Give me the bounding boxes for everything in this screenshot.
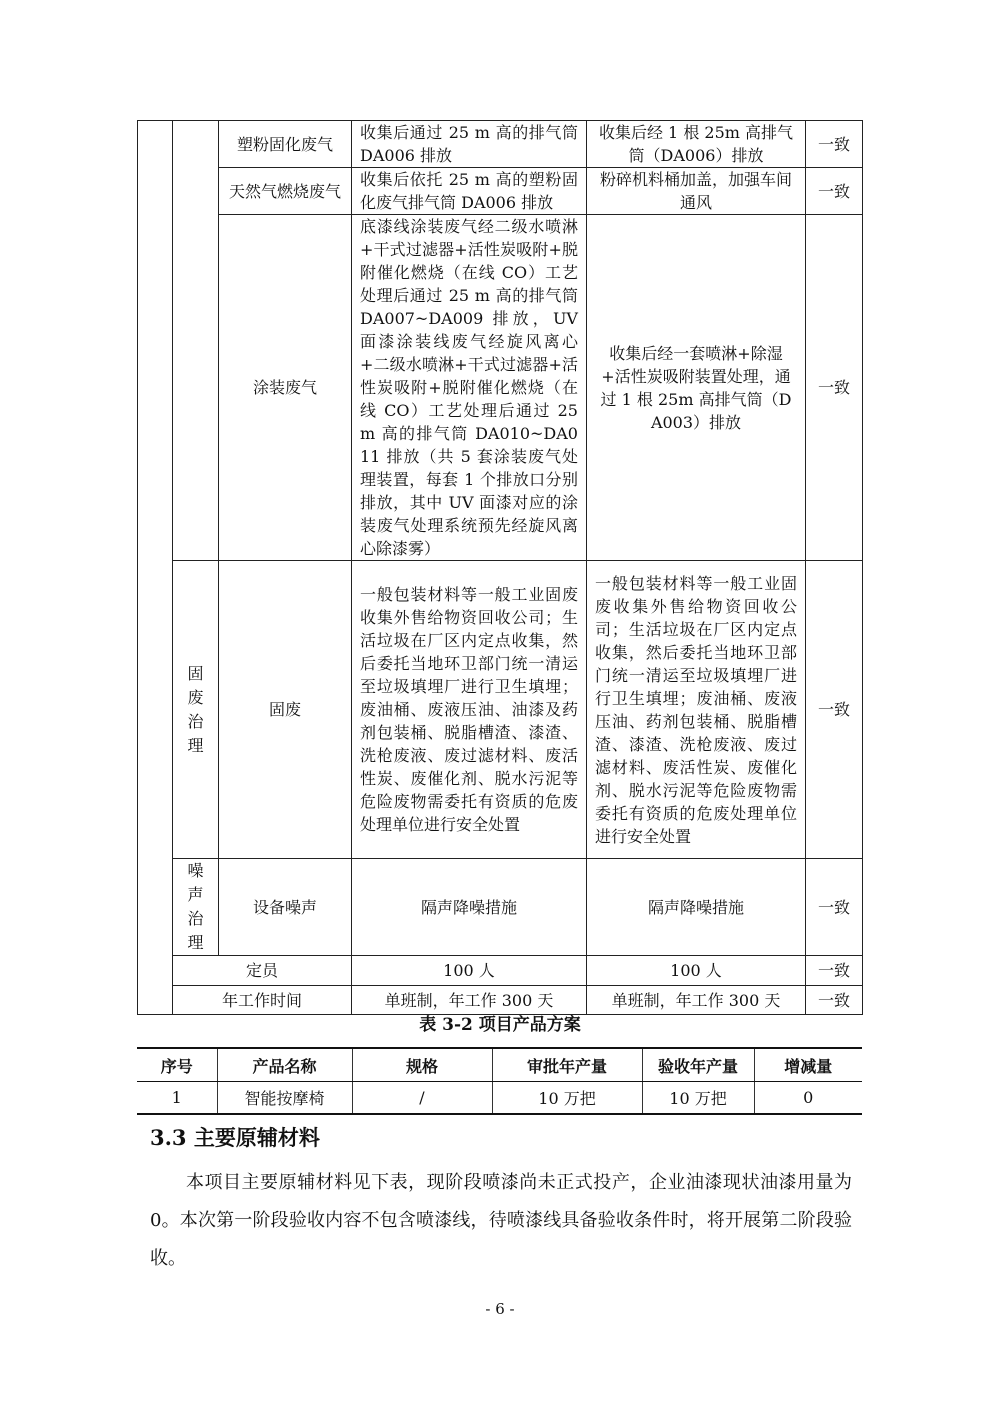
actual-measure-cell: 100 人 [587, 956, 806, 986]
table-row [138, 859, 863, 956]
merged-group-cell [138, 121, 173, 1015]
group-label-solid-waste: 固 废 治 理 [173, 561, 219, 859]
actual-measure-cell: 收集后经 1 根 25m 高排气筒（DA006）排放 [587, 121, 806, 168]
comparison-table [137, 120, 863, 1015]
column-header: 产品名称 [217, 1048, 352, 1082]
table-cell: 智能按摩椅 [217, 1082, 352, 1115]
product-table [137, 1047, 862, 1115]
approved-measure-cell: 一般包装材料等一般工业固废收集外售给物资回收公司；生活垃圾在厂区内定点收集，然后委托当地环卫部门统一清运至垃圾填埋厂进行卫生填埋；废油桶、废液压油、油漆及药剂包装桶、脱脂槽渣、漆渣、洗枪废液、废过滤材料、废活性炭、废催化剂、脱水污泥等危险废物需委托有资质的危废处理单位进行安全处置 [352, 561, 587, 859]
category-cell: 固废 [219, 561, 352, 859]
section-heading: 3.3 主要原辅材料 [150, 1125, 320, 1150]
conclusion-cell: 一致 [806, 215, 863, 561]
approved-measure-cell: 单班制，年工作 300 天 [352, 986, 587, 1015]
table-caption: 表 3-2 项目产品方案 [419, 1015, 581, 1035]
column-header: 增减量 [754, 1048, 862, 1082]
table-cell: / [352, 1082, 492, 1115]
conclusion-cell: 一致 [806, 121, 863, 168]
table-row [138, 561, 863, 859]
approved-measure-cell: 隔声降噪措施 [352, 859, 587, 956]
column-header: 审批年产量 [492, 1048, 642, 1082]
body-paragraph: 本项目主要原辅材料见下表，现阶段喷漆尚未正式投产，企业油漆现状油漆用量为0。本次第一阶段验收内容不包含喷漆线，待喷漆线具备验收条件时，将开展第二阶段验收。 [150, 1172, 852, 1269]
category-cell: 涂装废气 [219, 215, 352, 561]
conclusion-cell: 一致 [806, 859, 863, 956]
table-header-row [137, 1048, 862, 1082]
table-row [138, 168, 863, 215]
table-row [138, 121, 863, 168]
actual-measure-cell: 一般包装材料等一般工业固废收集外售给物资回收公司；生活垃圾在厂区内定点收集，然后委托当地环卫部门统一清运至垃圾填埋厂进行卫生填埋；废油桶、废液压油、药剂包装桶、脱脂槽渣、漆渣、洗枪废液、废过滤材料、废活性炭、废催化剂、脱水污泥等危险废物需委托有资质的危废处理单位进行安全处置 [587, 561, 806, 859]
column-header: 验收年产量 [642, 1048, 754, 1082]
category-cell: 塑粉固化废气 [219, 121, 352, 168]
merged-subgroup-cell [173, 121, 219, 561]
approved-measure-cell: 收集后依托 25 m 高的塑粉固化废气排气筒 DA006 排放 [352, 168, 587, 215]
actual-measure-cell: 收集后经一套喷淋+除湿+活性炭吸附装置处理，通过 1 根 25m 高排气筒（DA003）排放 [587, 215, 806, 561]
table-row [138, 956, 863, 986]
conclusion-cell: 一致 [806, 168, 863, 215]
column-header: 序号 [137, 1048, 217, 1082]
category-cell: 天然气燃烧废气 [219, 168, 352, 215]
approved-measure-cell: 底漆线涂装废气经二级水喷淋+干式过滤器+活性炭吸附+脱附催化燃烧（在线 CO）工艺处理后通过 25 m 高的排气筒 DA007~DA009 排放，UV 面漆涂装线废气经旋风离心+二级水喷淋+干式过滤器+活性炭吸附+脱附催化燃烧（在线 CO）工艺处理后通过 25 m 高的排气筒 DA010~DA011 排放（共 5 套涂装废气处理装置，每套 1 个排放口分别排放，其中 UV 面漆对应的涂装废气处理系统预先经旋风离心除漆雾） [352, 215, 587, 561]
actual-measure-cell: 单班制，年工作 300 天 [587, 986, 806, 1015]
actual-measure-cell: 隔声降噪措施 [587, 859, 806, 956]
table-row [137, 1082, 862, 1115]
conclusion-cell: 一致 [806, 986, 863, 1015]
table-cell: 10 万把 [492, 1082, 642, 1115]
actual-measure-cell: 粉碎机料桶加盖，加强车间通风 [587, 168, 806, 215]
conclusion-cell: 一致 [806, 561, 863, 859]
approved-measure-cell: 100 人 [352, 956, 587, 986]
table-cell: 10 万把 [642, 1082, 754, 1115]
category-cell: 设备噪声 [219, 859, 352, 956]
table-cell: 1 [137, 1082, 217, 1115]
category-cell: 定员 [173, 956, 352, 986]
column-header: 规格 [352, 1048, 492, 1082]
approved-measure-cell: 收集后通过 25 m 高的排气筒 DA006 排放 [352, 121, 587, 168]
category-cell: 年工作时间 [173, 986, 352, 1015]
page-number: - 6 - [485, 1300, 515, 1318]
conclusion-cell: 一致 [806, 956, 863, 986]
table-row [138, 215, 863, 561]
table-cell: 0 [754, 1082, 862, 1115]
group-label-noise: 噪 声 治 理 [173, 859, 219, 956]
